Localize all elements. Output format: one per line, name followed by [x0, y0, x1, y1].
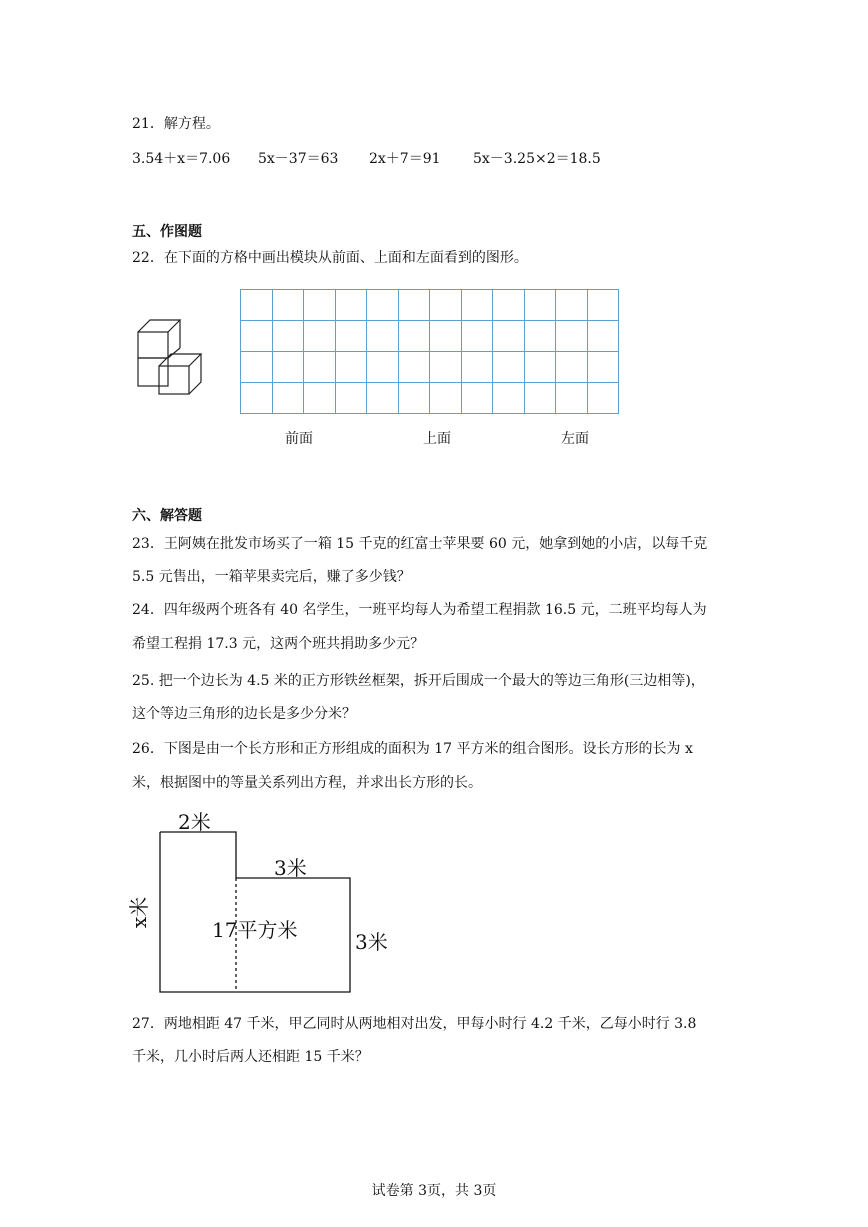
equation-1: 3.54＋x＝7.06: [132, 151, 231, 167]
q23-line2: 5.5 元售出，一箱苹果卖完后，赚了多少钱？: [132, 569, 411, 585]
composite-figure: [120, 800, 420, 1000]
q22-title: 22．在下面的方格中画出模块从前面、上面和左面看到的图形。: [132, 250, 528, 266]
q26-line1: 26．下图是由一个长方形和正方形组成的面积为 17 平方米的组合图形。设长方形的长为 x: [132, 741, 693, 757]
grid-label-top: 上面: [423, 431, 451, 447]
q21-title: 21．解方程。: [132, 116, 220, 132]
page-footer: 试卷第 3页，共 3页: [371, 1183, 497, 1199]
equation-2: 5x－37＝63: [258, 151, 339, 167]
q25-line2: 这个等边三角形的边长是多少分米？: [132, 706, 356, 722]
grid-label-front: 前面: [285, 431, 313, 447]
label-area: 17平方米: [212, 918, 298, 942]
q27-line1: 27．两地相距 47 千米，甲乙同时从两地相对出发，甲每小时行 4.2 千米，乙每小时行 3.8: [132, 1016, 697, 1032]
q27-line2: 千米，几小时后两人还相距 15 千米？: [132, 1049, 369, 1065]
label-square-side: 3米: [355, 930, 388, 954]
q26-line2: 米，根据图中的等量关系列出方程，并求出长方形的长。: [132, 775, 482, 791]
q24-line2: 希望工程捐 17.3 元，这两个班共捐助多少元？: [132, 636, 425, 652]
section-heading-6: 六、解答题: [132, 508, 202, 524]
section-heading-5: 五、作图题: [132, 224, 202, 240]
q23-line1: 23．王阿姨在批发市场买了一箱 15 千克的红富士苹果要 60 元，她拿到她的小店，以每千克: [132, 536, 708, 552]
equation-3: 2x＋7＝91: [369, 151, 441, 167]
label-square-top: 3米: [274, 856, 307, 880]
grid-label-left: 左面: [561, 431, 589, 447]
drawing-grid[interactable]: [240, 289, 619, 414]
q24-line1: 24．四年级两个班各有 40 名学生，一班平均每人为希望工程捐款 16.5 元，二班平均每人为: [132, 602, 707, 618]
q25-line1: 25. 把一个边长为 4.5 米的正方形铁丝框架，拆开后围成一个最大的等边三角形(三边相等)，: [132, 673, 705, 689]
label-top-width: 2米: [178, 810, 211, 834]
cube-block-figure: [133, 312, 213, 397]
label-length: x米: [127, 896, 152, 929]
equation-4: 5x－3.25×2＝18.5: [473, 151, 601, 167]
